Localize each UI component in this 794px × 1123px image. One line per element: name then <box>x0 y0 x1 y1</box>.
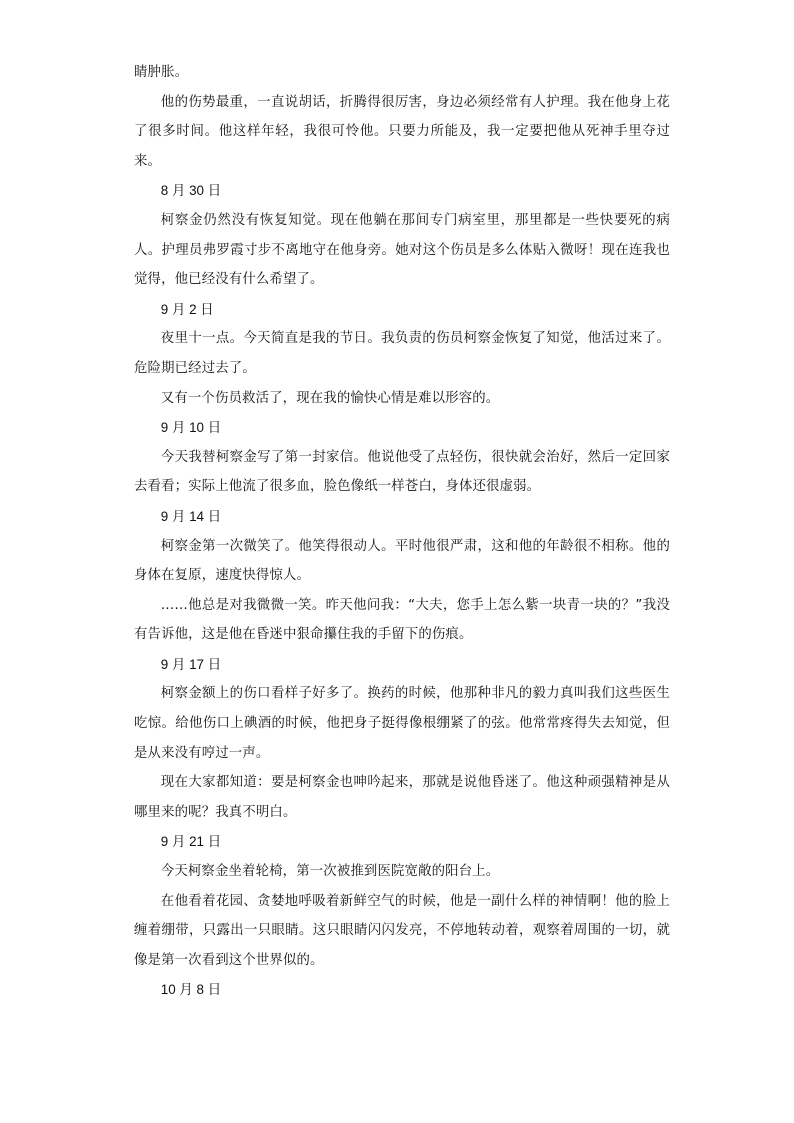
diary-date: 9 月 10 日 <box>160 420 222 436</box>
diary-date: 9 月 2 日 <box>160 301 214 317</box>
document-page <box>134 58 670 1005</box>
diary-date: 8 月 30 日 <box>160 183 222 199</box>
paragraph: 今天柯察金坐着轮椅，第一次被推到医院宽敞的阳台上。 <box>160 864 500 880</box>
diary-date: 9 月 17 日 <box>160 656 222 672</box>
diary-date: 10 月 8 日 <box>160 982 222 998</box>
paragraph: 他的伤势最重，一直说胡话，折腾得很厉害，身边必须经常有人护理。我在他身上花了很多时间。他这样年轻，我很可怜他。只要力所能及，我一定要把他从死神手里夺过来。 <box>134 94 670 169</box>
paragraph: 柯察金额上的伤口看样子好多了。换药的时候，他那种非凡的毅力真叫我们这些医生吃惊。给他伤口上碘酒的时候，他把身子挺得像根绷紧了的弦。他常常疼得失去知觉，但是从来没有哼过一声。 <box>134 686 670 761</box>
paragraph: 夜里十一点。今天简直是我的节日。我负责的伤员柯察金恢复了知觉，他活过来了。危险期已经过去了。 <box>134 331 670 376</box>
paragraph: 今天我替柯察金写了第一封家信。他说他受了点轻伤，很快就会治好，然后一定回家去看看；实际上他流了很多血，脸色像纸一样苍白，身体还很虚弱。 <box>134 449 670 495</box>
paragraph: 柯察金第一次微笑了。他笑得很动人。平时他很严肃，这和他的年龄很不相称。他的身体在复原，速度快得惊人。 <box>134 538 670 584</box>
diary-date: 9 月 14 日 <box>160 508 222 524</box>
paragraph: ……他总是对我微微一笑。昨天他问我：“大夫，您手上怎么紫一块青一块的？”我没有告诉他，这是他在昏迷中狠命攥住我的手留下的伤痕。 <box>134 597 670 643</box>
paragraph: 又有一个伤员救活了，现在我的愉快心情是难以形容的。 <box>160 390 500 406</box>
paragraph: 在他看着花园、贪婪地呼吸着新鲜空气的时候，他是一副什么样的神情啊！他的脸上缠着绷带，只露出一只眼睛。这只眼睛闪闪发亮，不停地转动着，观察着周围的一切，就像是第一次看到这个世界似的。 <box>134 893 670 968</box>
paragraph: 柯察金仍然没有恢复知觉。现在他躺在那间专门病室里，那里都是一些快要死的病人。护理员弗罗霞寸步不离地守在他身旁。她对这个伤员是多么体贴入微呀！现在连我也觉得，他已经没有什么希望了。 <box>134 212 670 288</box>
diary-date: 9 月 21 日 <box>160 834 222 850</box>
paragraph: 现在大家都知道：要是柯察金也呻吟起来，那就是说他昏迷了。他这种顽强精神是从哪里来的呢？我真不明白。 <box>134 775 670 820</box>
paragraph-continuation: 睛肿胀。 <box>134 65 189 80</box>
